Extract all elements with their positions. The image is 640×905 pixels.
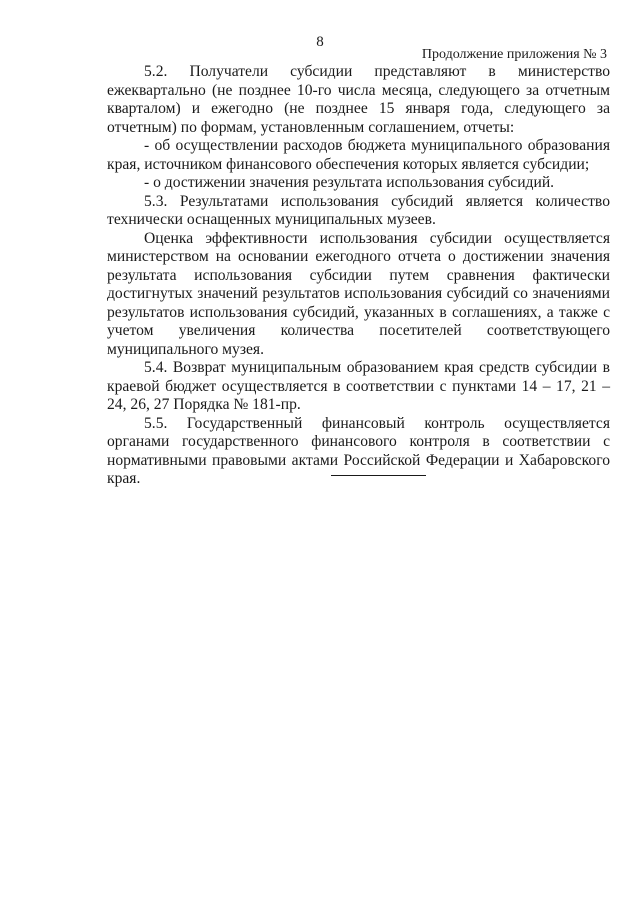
document-body [107,63,610,489]
page-number: 8 [316,34,324,50]
appendix-continuation-label: Продолжение приложения № 3 [421,47,607,62]
list-item-result-report: - о достижении значения результата использования субсидий. [144,174,555,191]
paragraph-5-5: 5.5. Государственный финансовый контроль осуществляется органами государственного финансового контроля в соответствии с нормативными правовыми актами Российской Федерации и Хабаровского края. [107,414,610,487]
paragraph-efficiency-assessment: Оценка эффективности использования субсидии осуществляется министерством на основании ежегодного отчета о достижении значения результата использования субсидии путем сравнения фактически достигнутых значений результатов использования субсидий со значениями результатов использования субсидий, указанных в соглашениях, а также с учетом увеличения количества посетителей соответствующего муниципального музея. [107,229,610,358]
paragraph-5-4: 5.4. Возврат муниципальным образованием края средств субсидии в краевой бюджет осуществляется в соответствии с пунктами 14 – 17, 21 – 24, 26, 27 Порядка № 181-пр. [107,359,610,413]
list-item-expenses-report: - об осуществлении расходов бюджета муниципального образования края, источником финансового обеспечения которых является субсидии; [107,137,610,173]
paragraph-5-2: 5.2. Получатели субсидии представляют в министерство ежеквартально (не позднее 10-го числа месяца, следующего за отчетным кварталом) и ежегодно (не позднее 15 января года, следующего за отчетным) по формам, установленным соглашением, отчеты: [107,63,610,136]
end-divider-line [331,475,426,476]
paragraph-5-3: 5.3. Результатами использования субсидий является количество технически оснащенных муниципальных музеев. [107,192,610,228]
